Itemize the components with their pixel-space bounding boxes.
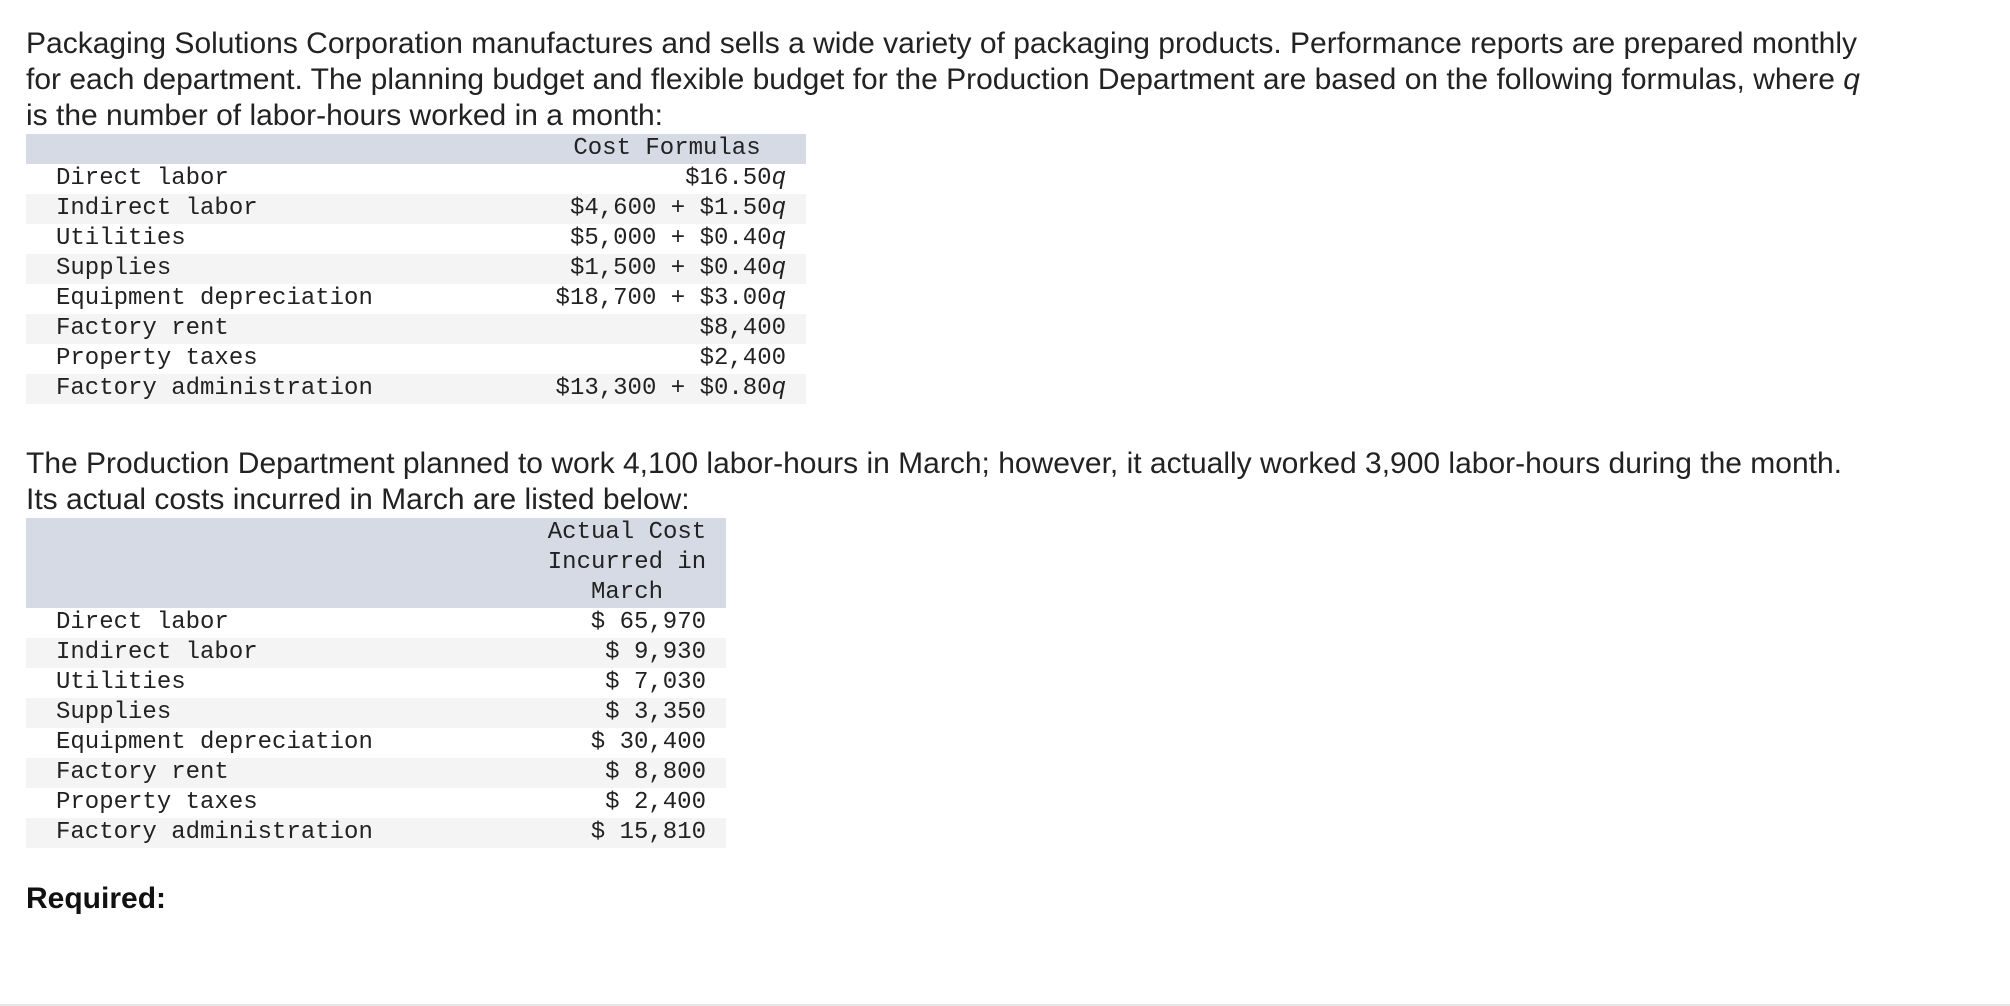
row-value: $ 2,400 — [605, 789, 706, 816]
row-value: $ 9,930 — [528, 638, 726, 668]
row-label: Factory rent — [26, 758, 528, 788]
intro-paragraph — [26, 26, 1876, 134]
cost-formulas-body — [26, 164, 806, 404]
row-label: Supplies — [26, 254, 528, 284]
row-label: Indirect labor — [26, 638, 528, 668]
variable-q: q — [771, 255, 786, 282]
actual-costs-table — [26, 518, 726, 848]
row-value: $ 3,350 — [528, 698, 726, 728]
table-row — [26, 638, 726, 668]
row-label: Factory administration — [26, 374, 528, 404]
row-value: $4,600 + $1.50q — [528, 194, 806, 224]
table-row — [26, 728, 726, 758]
actual-costs-header-row — [26, 518, 726, 608]
row-value: $16.50q — [685, 165, 786, 192]
table-row — [26, 758, 726, 788]
row-value: $2,400 — [699, 345, 786, 372]
table-row — [26, 608, 726, 638]
row-value: $ 8,800 — [528, 758, 726, 788]
table-row — [26, 344, 806, 374]
table-row — [26, 374, 806, 404]
row-value: $18,700 + $3.00q — [555, 285, 786, 312]
row-label: Factory administration — [26, 818, 528, 848]
cost-formulas-header: Cost Formulas — [528, 134, 806, 164]
row-value: $ 65,970 — [590, 609, 706, 636]
variable-q: q — [771, 165, 786, 192]
row-label: Equipment depreciation — [56, 285, 373, 312]
actual-costs-body — [26, 608, 726, 848]
row-value: $ 7,030 — [605, 669, 706, 696]
intro-text-part1: Packaging Solutions Corporation manufactures and sells a wide variety of packaging products. Performance reports are prepared monthly for each department. The planning budget and flexible budget for the Production Department are based on the following formulas, where — [26, 27, 1857, 96]
table-row — [26, 314, 806, 344]
row-value: $ 15,810 — [528, 818, 726, 848]
variable-q: q — [771, 285, 786, 312]
row-value: $5,000 + $0.40q — [569, 225, 786, 252]
cost-formulas-header-row — [26, 134, 806, 164]
actual-costs-header: Actual Cost Incurred in March — [528, 518, 726, 608]
row-label: Direct labor — [56, 165, 229, 192]
required-heading: Required: — [26, 882, 167, 915]
cost-formulas-header-blank — [26, 134, 528, 164]
row-label: Supplies — [26, 698, 528, 728]
variable-q: q — [771, 375, 786, 402]
table-row — [26, 698, 726, 728]
row-label: Property taxes — [56, 789, 258, 816]
row-label: Utilities — [56, 669, 186, 696]
row-value: $ 30,400 — [590, 729, 706, 756]
variable-q: q — [771, 225, 786, 252]
row-value: $1,500 + $0.40q — [528, 254, 806, 284]
variable-q: q — [771, 195, 786, 222]
table-row — [26, 284, 806, 314]
row-label: Indirect labor — [26, 194, 528, 224]
cost-formulas-table — [26, 134, 806, 404]
intro-text-part2: is the number of labor-hours worked in a month: — [26, 99, 663, 132]
row-label: Equipment depreciation — [56, 729, 373, 756]
row-label: Factory rent — [26, 314, 528, 344]
table-row — [26, 818, 726, 848]
intro-variable: q — [1843, 63, 1860, 96]
table-row — [26, 194, 806, 224]
table-row — [26, 164, 806, 194]
row-value: $8,400 — [528, 314, 806, 344]
row-value: $13,300 + $0.80q — [528, 374, 806, 404]
table-row — [26, 668, 726, 698]
table-row — [26, 788, 726, 818]
row-label: Property taxes — [56, 345, 258, 372]
march-paragraph: The Production Department planned to work 4,100 labor-hours in March; however, it actually worked 3,900 labor-hours during the month. Its actual costs incurred in March are listed below: — [26, 447, 1842, 516]
row-label: Utilities — [56, 225, 186, 252]
problem-page — [26, 26, 1966, 916]
table-row — [26, 224, 806, 254]
actual-costs-header-blank — [26, 518, 528, 608]
table-row — [26, 254, 806, 284]
row-label: Direct labor — [56, 609, 229, 636]
